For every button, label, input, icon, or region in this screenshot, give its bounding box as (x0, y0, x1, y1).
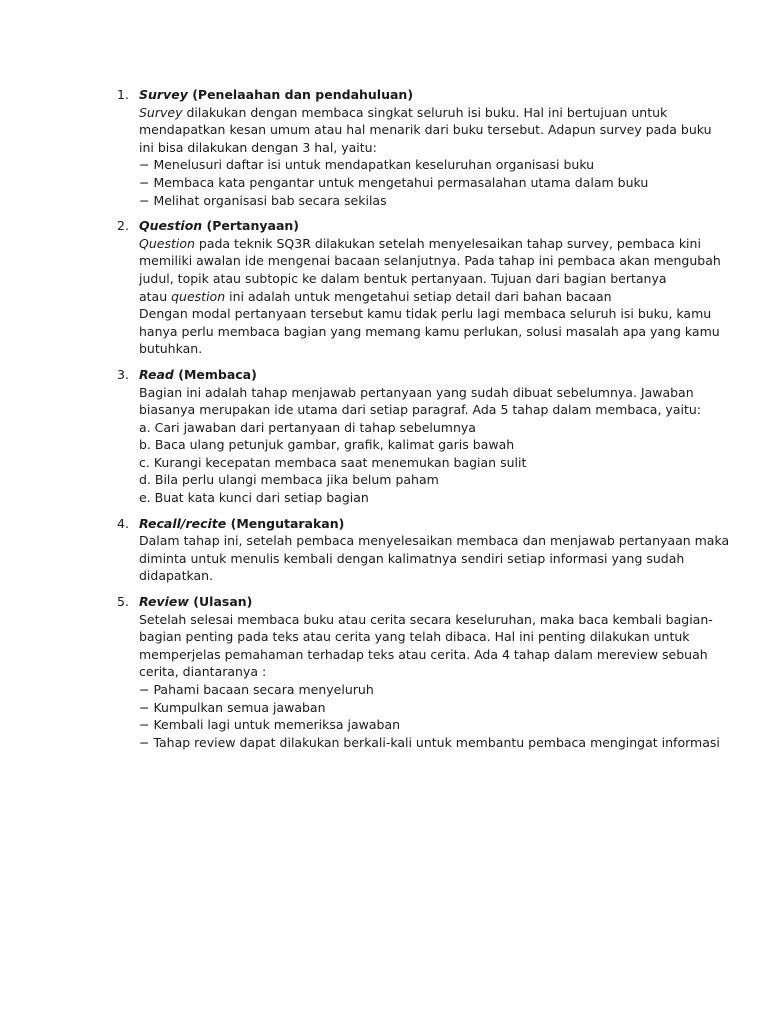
section-heading-label: (Membaca) (173, 366, 257, 382)
paragraph-line (139, 174, 679, 192)
line-text: dilakukan dengan membaca singkat seluruh isi buku. Hal ini bertujuan untuk (182, 104, 668, 120)
section-heading-term: Read (139, 366, 174, 382)
list-item (0, 593, 768, 751)
paragraph-line (139, 489, 679, 507)
line-text: − Melihat organisasi bab secara sekilas (139, 192, 387, 208)
paragraph-line (139, 340, 679, 358)
line-text: − Kumpulkan semua jawaban (139, 699, 326, 715)
section-heading-label: (Mengutarakan) (226, 515, 345, 531)
section-heading (139, 366, 679, 384)
list-item-number: 5. (117, 594, 129, 610)
line-text: − Membaca kata pengantar untuk mengetahui permasalahan utama dalam buku (139, 174, 649, 190)
paragraph-line (139, 139, 679, 157)
paragraph-line (139, 628, 690, 646)
paragraph-line (139, 471, 679, 489)
paragraph-line (139, 436, 679, 454)
paragraph-line (139, 323, 720, 341)
paragraph-line (139, 699, 679, 717)
section-heading (139, 86, 679, 104)
list-item-number: 3. (117, 366, 129, 382)
line-text: memperjelas pemahaman terhadap teks atau cerita. Ada 4 tahap dalam mereview sebuah (139, 646, 708, 662)
paragraph-line (139, 270, 679, 288)
list-item-number: 1. (117, 87, 129, 102)
section-heading (139, 593, 679, 611)
section-heading-term: Review (139, 594, 189, 610)
list-item-content (139, 86, 712, 209)
line-text: Dalam tahap ini, setelah pembaca menyelesaikan membaca dan menjawab pertanyaan maka (139, 533, 730, 549)
paragraph-line (139, 454, 679, 472)
paragraph-line (139, 567, 679, 585)
line-text: − Menelusuri daftar isi untuk mendapatkan keseluruhan organisasi buku (139, 157, 595, 173)
list-item-number: 2. (117, 218, 129, 234)
paragraph-line (139, 663, 679, 681)
line-text: bagian penting pada teks atau cerita yang telah dibaca. Hal ini penting dilakukan untuk (139, 629, 690, 645)
line-text: ini bisa dilakukan dengan 3 hal, yaitu: (139, 139, 377, 155)
section-heading (139, 217, 679, 235)
list-item-number: 4. (117, 515, 129, 531)
italic-term: Question (139, 235, 195, 251)
line-text: Dengan modal pertanyaan tersebut kamu tidak perlu lagi membaca seluruh isi buku, kamu (139, 306, 712, 322)
italic-term: question (171, 288, 226, 304)
paragraph-line (139, 305, 712, 323)
line-text: judul, topik atau subtopic ke dalam bentuk pertanyaan. Tujuan dari bagian bertanya (139, 270, 667, 286)
paragraph-line (139, 235, 701, 253)
paragraph-line (139, 252, 721, 270)
list-item-content (139, 515, 730, 585)
paragraph-line (139, 734, 720, 752)
list-item (0, 86, 768, 209)
list-item (0, 366, 768, 507)
line-text: mendapatkan kesan umum atau hal menarik dari buku tersebut. Adapun survey pada buku (139, 122, 712, 138)
paragraph-line (139, 384, 694, 402)
line-text: diminta untuk menulis kembali dengan kalimatnya sendiri setiap informasi yang sudah (139, 550, 685, 566)
section-heading (139, 515, 679, 533)
line-prefix: atau (139, 288, 172, 304)
paragraph-line (139, 532, 730, 550)
line-text: a. Cari jawaban dari pertanyaan di tahap sebelumnya (139, 419, 476, 435)
paragraph-line (139, 550, 685, 568)
italic-term: Survey (139, 104, 183, 120)
list-item-content (139, 366, 701, 507)
paragraph-line (139, 156, 679, 174)
paragraph-line (139, 192, 679, 210)
line-text: butuhkan. (139, 341, 203, 357)
section-heading-label: (Pertanyaan) (202, 218, 300, 234)
line-text: d. Bila perlu ulangi membaca jika belum paham (139, 472, 439, 488)
list-item (0, 217, 768, 358)
line-text: didapatkan. (139, 568, 214, 584)
paragraph-line (139, 716, 679, 734)
list-item-content (139, 593, 720, 751)
paragraph-line (139, 104, 679, 122)
line-text: c. Kurangi kecepatan membaca saat menemukan bagian sulit (139, 454, 527, 470)
numbered-list (0, 86, 768, 759)
line-text: b. Baca ulang petunjuk gambar, grafik, kalimat garis bawah (139, 437, 515, 453)
section-heading-label: (Ulasan) (188, 594, 253, 610)
section-heading-term: Survey (139, 87, 188, 102)
line-text: Setelah selesai membaca buku atau cerita secara keseluruhan, maka baca kembali bagian- (139, 611, 713, 627)
line-text: ini adalah untuk mengetahui setiap detail dari bahan bacaan (225, 288, 612, 304)
line-text: memiliki awalan ide mengenai bacaan selanjutnya. Pada tahap ini pembaca akan mengubah (139, 253, 721, 269)
section-heading-term: Recall/recite (139, 515, 227, 531)
line-text: Bagian ini adalah tahap menjawab pertanyaan yang sudah dibuat sebelumnya. Jawaban (139, 384, 694, 400)
line-text: − Kembali lagi untuk memeriksa jawaban (139, 717, 401, 733)
line-text: e. Buat kata kunci dari setiap bagian (139, 490, 369, 506)
paragraph-line (139, 646, 708, 664)
line-text: pada teknik SQ3R dilakukan setelah menyelesaikan tahap survey, pembaca kini (194, 235, 701, 251)
section-heading-term: Question (139, 218, 203, 234)
line-text: − Pahami bacaan secara menyeluruh (139, 682, 374, 697)
line-text: biasanya merupakan ide utama dari setiap paragraf. Ada 5 tahap dalam membaca, yaitu: (139, 402, 701, 418)
paragraph-line (139, 611, 713, 629)
line-text: hanya perlu membaca bagian yang memang kamu perlukan, solusi masalah apa yang kamu (139, 323, 720, 339)
line-text: − Tahap review dapat dilakukan berkali-kali untuk membantu pembaca mengingat informasi (139, 734, 720, 750)
line-text: cerita, diantaranya : (139, 664, 267, 680)
paragraph-line (139, 121, 712, 139)
paragraph-line (139, 681, 679, 699)
section-heading-label: (Penelaahan dan pendahuluan) (187, 87, 414, 102)
paragraph-line (139, 288, 679, 306)
list-item (0, 515, 768, 585)
paragraph-line (139, 401, 701, 419)
list-item-content (139, 217, 721, 358)
paragraph-line (139, 419, 679, 437)
